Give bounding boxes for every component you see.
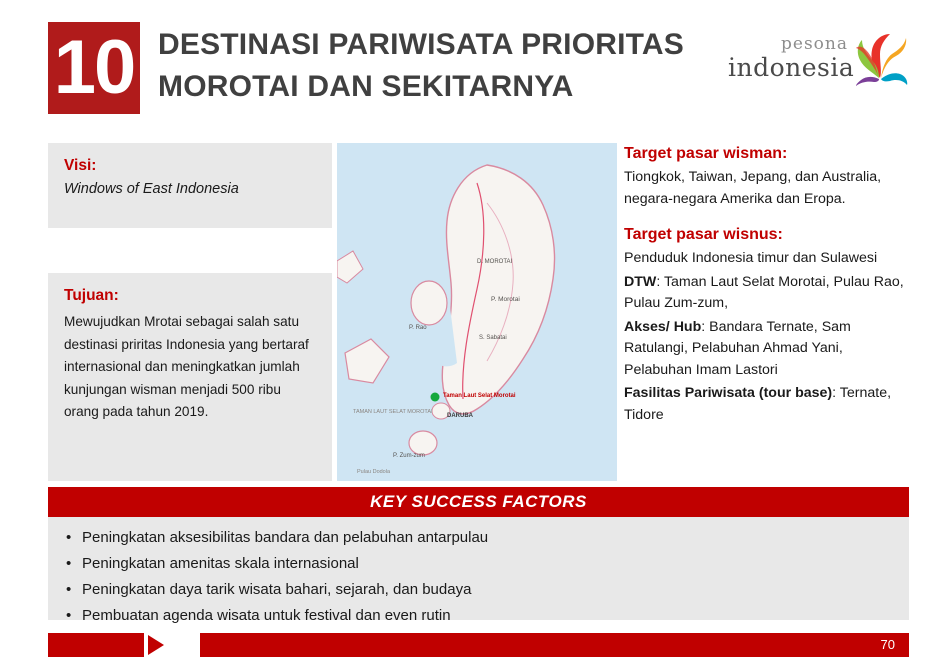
key-success-factors-title: KEY SUCCESS FACTORS	[48, 487, 909, 517]
logo-bird-icon	[854, 26, 908, 86]
svg-text:D. MOROTAI: D. MOROTAI	[477, 259, 513, 265]
tujuan-panel	[48, 273, 332, 481]
page-title	[158, 24, 728, 108]
visi-heading: Visi:	[64, 157, 97, 174]
list-item-label: Peningkatan daya tarik wisata bahari, sejarah, dan budaya	[82, 581, 472, 598]
morotai-map	[337, 143, 617, 481]
wisnus-text: Penduduk Indonesia timur dan Sulawesi	[624, 250, 878, 266]
bullet-icon: •	[66, 529, 72, 546]
pesona-indonesia-logo	[728, 24, 908, 104]
svg-text:Taman Laut Selat Morotai: Taman Laut Selat Morotai	[443, 393, 516, 399]
wisnus-heading: Target pasar wisnus:	[624, 226, 783, 243]
slide-number-badge: 10	[48, 22, 140, 114]
tujuan-content	[48, 273, 332, 424]
slide-footer	[48, 633, 909, 657]
svg-text:S. Sabatai: S. Sabatai	[479, 335, 507, 341]
arrow-right-icon	[148, 635, 164, 655]
list-item-label: Peningkatan amenitas skala internasional	[82, 555, 359, 572]
dtw-label: DTW	[624, 273, 657, 290]
logo-text-indonesia: indonesia	[728, 53, 855, 82]
dtw-row	[624, 272, 909, 315]
dtw-text: : Taman Laut Selat Morotai, Pulau Rao, Pulau Zum-zum,	[624, 273, 904, 311]
bullet-icon: •	[66, 555, 72, 572]
akses-text: : Bandara Ternate, Sam Ratulangi, Pelabuhan Ahmad Yani, Pelabuhan Imam Lastori	[624, 318, 851, 378]
tujuan-heading: Tujuan:	[64, 287, 119, 304]
list-item	[48, 603, 909, 629]
svg-text:DARUBA: DARUBA	[447, 413, 473, 419]
spacer	[624, 210, 909, 224]
list-item	[48, 525, 909, 551]
svg-text:TAMAN LAUT SELAT MOROTAI: TAMAN LAUT SELAT MOROTAI	[353, 409, 433, 415]
bullet-icon: •	[66, 607, 72, 624]
logo-wordmark	[728, 34, 855, 82]
fasilitas-row	[624, 383, 909, 426]
fasilitas-label: Fasilitas Pariwisata (tour base)	[624, 385, 833, 401]
visi-content	[48, 143, 332, 197]
page-title-line-1: DESTINASI PARIWISATA PRIORITAS	[158, 28, 685, 61]
tujuan-text: Mewujudkan Mrotai sebagai salah satu destinasi priritas Indonesia yang bertaraf internasional dan meningkatkan jumlah kunjungan wisman menjadi 500 ribu orang pada tahun 2019.	[64, 314, 309, 419]
svg-text:Pulau Dodola: Pulau Dodola	[357, 469, 391, 475]
target-market-panel	[624, 143, 909, 483]
list-item	[48, 551, 909, 577]
slide-header	[48, 22, 908, 114]
map-label-island: P. Morotai	[491, 296, 520, 303]
svg-text:P. Zum-zum: P. Zum-zum	[393, 453, 425, 459]
akses-label: Akses/ Hub	[624, 318, 702, 335]
logo-text-pesona: pesona	[781, 34, 848, 54]
bullet-icon: •	[66, 581, 72, 598]
list-item-label: Pembuatan agenda wisata untuk festival dan even rutin	[82, 607, 451, 624]
visi-panel	[48, 143, 332, 228]
page-title-line-2: MOROTAI DAN SEKITARNYA	[158, 70, 574, 103]
svg-text:P. Rao: P. Rao	[409, 325, 427, 331]
akses-row	[624, 317, 909, 382]
key-success-factors-list	[48, 517, 909, 624]
visi-text: Windows of East Indonesia	[64, 181, 239, 197]
wisman-heading: Target pasar wisman:	[624, 145, 788, 162]
wisman-text: Tiongkok, Taiwan, Jepang, dan Australia, negara-negara Amerika dan Eropa.	[624, 169, 882, 207]
fasilitas-text: : Ternate, Tidore	[624, 385, 892, 423]
page-number: 70	[880, 637, 895, 652]
list-item-label: Peningkatan aksesibilitas bandara dan pelabuhan antarpulau	[82, 529, 489, 546]
list-item	[48, 577, 909, 603]
